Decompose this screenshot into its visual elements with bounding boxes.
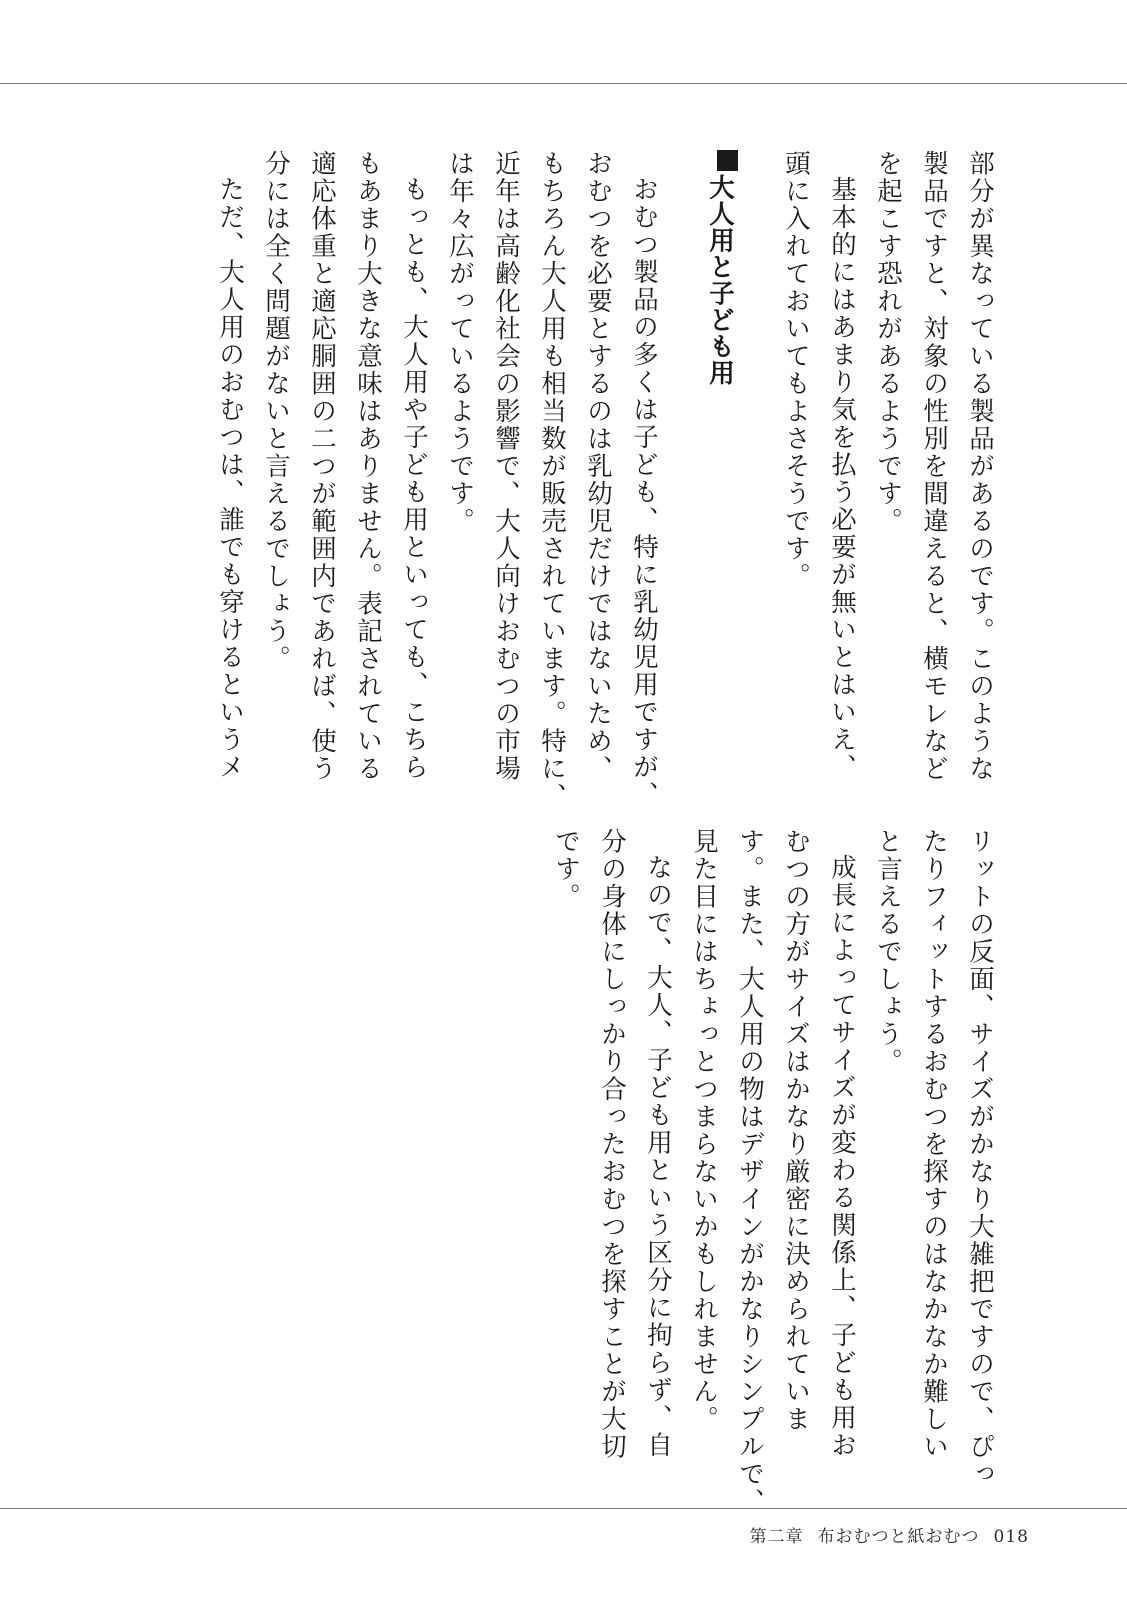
text-line: むつの方がサイズはかなり厳密に決められていま [781,828,811,1433]
text-line: なので、大人、子ども用という区分に拘らず、自 [643,853,673,1459]
text-line: と言えるでしょう。 [873,828,903,1076]
bottom-rule [0,1508,1127,1509]
footer-title: 布おむつと紙おむつ [817,1527,980,1547]
paragraph-adult-child-3 [207,150,253,790]
paragraph-merit-2 [681,828,865,1516]
footer-chapter: 第二章 [749,1527,804,1547]
text-line: 分には全く問題がないと言えるでしょう。 [261,150,291,673]
paragraph-gender-1 [865,150,1003,790]
paragraph-merit-1 [865,828,1003,1488]
text-line: 成長によってサイズが変わる関係上、子ども用お [827,853,857,1459]
text-line: です。 [551,828,581,911]
paragraph-adult-child-2 [253,150,437,790]
text-line: 見た目にはちょっとつまらないかもしれません。 [689,828,719,1433]
text-line: 基本的にはあまり気を払う必要が無いとはいえ、 [827,175,857,781]
text-line: もちろん大人用も相当数が販売されています。特に、 [537,150,567,810]
paragraph-gender-2 [773,150,865,790]
text-line: 製品ですと、対象の性別を間違えると、横モレなど [919,150,949,783]
text-line: 部分が異なっている製品があるのです。このような [965,150,995,783]
text-line: 頭に入れておいてもよさそうです。 [781,150,811,590]
text-line: を起こす恐れがあるようです。 [873,150,903,535]
lower-text-block [543,828,1003,1516]
paragraph-merit-3 [543,828,681,1468]
text-line: おむつを必要とするのは乳幼児だけではないため、 [583,150,613,783]
text-line: たりフィットするおむつを探すのはなかなか難しい [919,828,949,1461]
black-square-icon [717,150,738,171]
section-heading-text: 大人用と子ども用 [705,174,735,386]
text-line: ただ、大人用のおむつは、誰でも穿けるというメ [215,175,245,781]
text-line: は年々広がっているようです。 [445,150,475,535]
top-rule [0,83,1127,84]
running-footer [750,1522,1029,1547]
upper-text-block [207,150,1003,810]
text-line: もあまり大きな意味はありません。表記されている [353,150,383,783]
text-line: おむつ製品の多くは子ども、特に乳幼児用ですが、 [629,175,659,808]
text-line: 適応体重と適応胴囲の二つが範囲内であれば、使う [307,150,337,783]
text-line: もっとも、大人用や子ども用といっても、こちら [399,175,429,781]
text-line: 分の身体にしっかり合ったおむつを探すことが大切 [597,828,627,1461]
section-heading [697,150,743,790]
paragraph-adult-child-1 [437,150,667,810]
text-line: す。また、大人用の物はデザインがかなりシンプルで、 [735,828,765,1516]
text-line: リットの反面、サイズがかなり大雑把ですので、ぴっ [965,828,995,1488]
page-number: 018 [993,1527,1029,1547]
text-line: 近年は高齢化社会の影響で、大人向けおむつの市場 [491,150,521,783]
